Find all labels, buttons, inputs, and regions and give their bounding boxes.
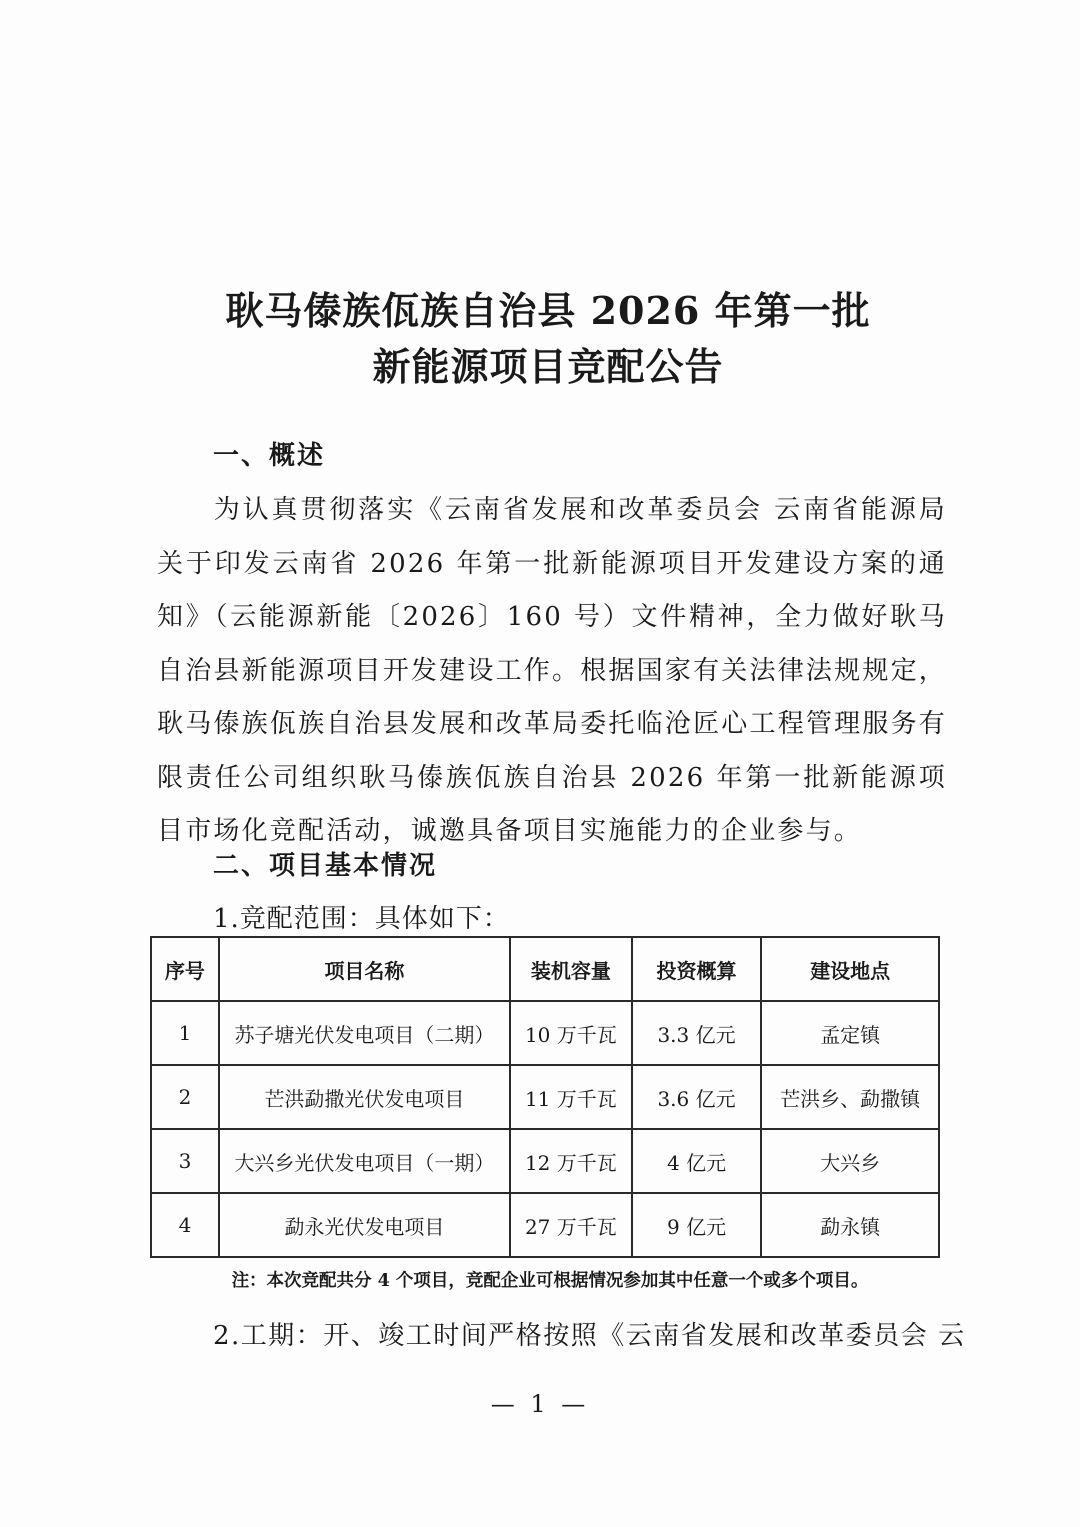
cell-investment: 4 亿元 [632, 1129, 762, 1193]
cell-project-name: 苏子塘光伏发电项目（二期） [219, 1001, 510, 1065]
section-1-paragraph [157, 484, 947, 859]
cell-project-name: 芒洪勐撒光伏发电项目 [219, 1065, 510, 1129]
page-number: — 1 — [490, 1390, 590, 1418]
cell-index: 1 [151, 1001, 219, 1065]
table-note: 注：本次竞配共分 4 个项目，竞配企业可根据情况参加其中任意一个或多个项目。 [231, 1271, 869, 1291]
cell-index: 3 [151, 1129, 219, 1193]
table-row [151, 1129, 939, 1193]
cell-location: 勐永镇 [761, 1193, 939, 1257]
cell-capacity: 10 万千瓦 [510, 1001, 632, 1065]
cell-project-name: 勐永光伏发电项目 [219, 1193, 510, 1257]
cell-investment: 3.6 亿元 [632, 1065, 762, 1129]
project-table [150, 936, 940, 1258]
table-row [151, 1001, 939, 1065]
cell-capacity: 11 万千瓦 [510, 1065, 632, 1129]
cell-location: 孟定镇 [761, 1001, 939, 1065]
cell-investment: 9 亿元 [632, 1193, 762, 1257]
cell-location: 大兴乡 [761, 1129, 939, 1193]
cell-project-name: 大兴乡光伏发电项目（一期） [219, 1129, 510, 1193]
construction-period-text: 2.工期：开、竣工时间严格按照《云南省发展和改革委员会 云 [213, 1321, 966, 1351]
cell-capacity: 12 万千瓦 [510, 1129, 632, 1193]
table-header-row [151, 937, 939, 1001]
document-title-line-2: 新能源项目竞配公告 [372, 344, 724, 389]
section-1-paragraph-text: 为认真贯彻落实《云南省发展和改革委员会 云南省能源局关于印发云南省 2026 年第一批新能源项目开发建设方案的通知》（云能源新能〔2026〕160 号）文件精神，全力做好耿马自治县新能源项目开发建设工作。根据国家有关法律法规规定，耿马傣族佤族自治县发展和改革局委托临沧匠心工程管理服务有限责任公司组织耿马傣族佤族自治县 2026 年第一批新能源项目市场化竞配活动，诚邀具备项目实施能力的企业参与。 [157, 495, 947, 846]
cell-index: 2 [151, 1065, 219, 1129]
section-2-heading: 二、项目基本情况 [213, 851, 438, 881]
header-index: 序号 [151, 937, 219, 1001]
cell-index: 4 [151, 1193, 219, 1257]
table-row [151, 1065, 939, 1129]
header-location: 建设地点 [761, 937, 939, 1001]
cell-capacity: 27 万千瓦 [510, 1193, 632, 1257]
document-title-line-1: 耿马傣族佤族自治县 2026 年第一批 [225, 288, 871, 333]
scope-label: 1.竞配范围：具体如下： [213, 904, 510, 934]
cell-location: 芒洪乡、勐撒镇 [761, 1065, 939, 1129]
header-investment: 投资概算 [632, 937, 762, 1001]
header-project-name: 项目名称 [219, 937, 510, 1001]
cell-investment: 3.3 亿元 [632, 1001, 762, 1065]
section-1-heading: 一、概述 [213, 441, 326, 471]
header-capacity: 装机容量 [510, 937, 632, 1001]
table-row [151, 1193, 939, 1257]
